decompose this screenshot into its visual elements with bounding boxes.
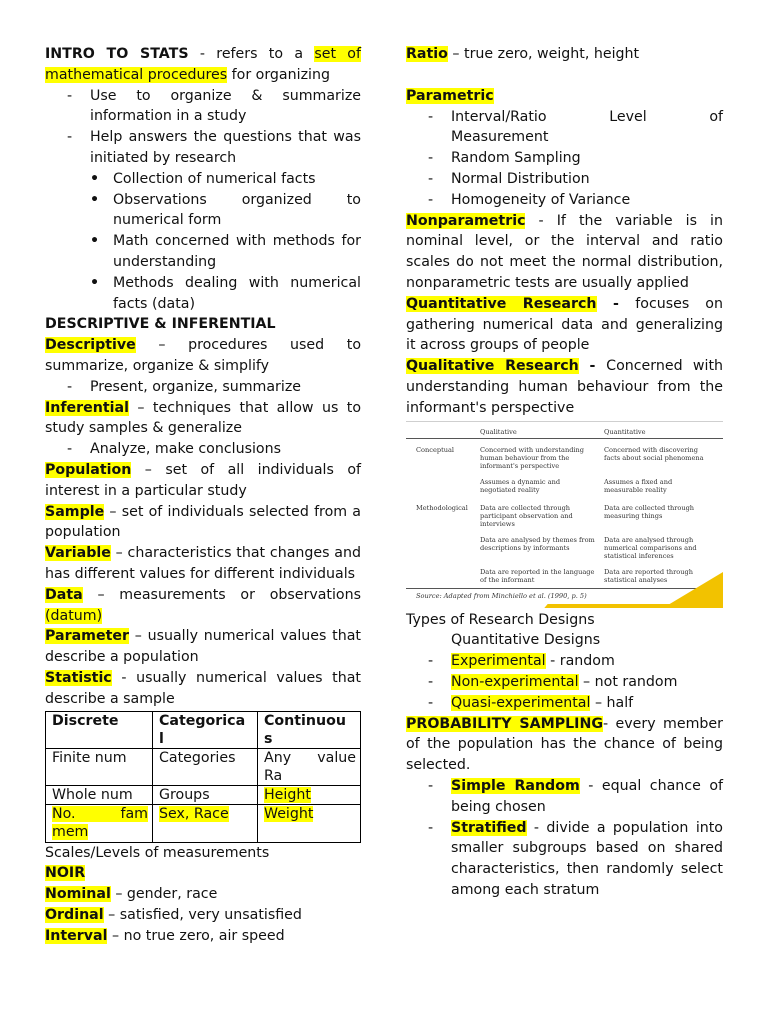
definition-nominal: Nominal – gender, race <box>45 886 218 903</box>
definition-interval: Interval – no true zero, air speed <box>45 927 285 944</box>
definition-data: Data – measurements or observations (datum) <box>45 586 361 624</box>
left-column <box>45 44 361 946</box>
table-cell: Weight <box>258 804 361 842</box>
list-item: - Simple Random - equal chance of being chosen <box>406 776 723 818</box>
sampling-list <box>406 776 723 901</box>
list-item: - Interval/Ratio Level of Measurement <box>406 107 723 149</box>
figure-decoration <box>663 572 723 608</box>
noir-heading: NOIR <box>45 865 86 882</box>
list-item: - Analyze, make conclusions <box>45 439 361 460</box>
figure-col-header: Qualitative <box>480 427 517 436</box>
table-cell: Categories <box>153 748 258 785</box>
definition-sample: Sample – set of individuals selected from a population <box>45 503 361 541</box>
designs-list <box>406 651 723 713</box>
definition-descriptive: Descriptive – procedures used to summarize, organize & simplify <box>45 337 361 374</box>
intro-bullets <box>45 169 361 315</box>
table-cell: No. fam mem <box>46 804 153 842</box>
table-row <box>46 785 361 804</box>
list-item: - Use to organize & summarize information in a study <box>45 86 361 128</box>
figure-cell: Data are collected through participant observation and interviews <box>480 503 573 528</box>
definition-statistic: Statistic - usually numerical values that describe a sample <box>45 669 361 707</box>
figure-source: Source: Adapted from Minchiello et al. (1990, p. 5) <box>416 591 587 600</box>
table-header: Continuou s <box>258 711 361 748</box>
list-item: - Present, organize, summarize <box>45 377 361 398</box>
figure-cell: Data are analysed through numerical comparisons and statistical inferences <box>604 535 697 560</box>
table-header: Categorica l <box>153 711 258 748</box>
figure-decoration <box>544 604 677 608</box>
definition-variable: Variable – characteristics that changes and has different values for different individuals <box>45 545 361 582</box>
parametric-list <box>406 107 723 211</box>
figure-col-header: Quantitative <box>604 427 646 436</box>
definition-probability-sampling: PROBABILITY SAMPLING- every member of the population has the chance of being selected. <box>406 715 723 774</box>
definition-parameter: Parameter – usually numerical values that describe a population <box>45 628 361 666</box>
list-item: • Observations organized to numerical form <box>45 190 361 232</box>
parametric-heading: Parametric <box>406 87 494 104</box>
section-heading: DESCRIPTIVE & INFERENTIAL <box>45 316 276 333</box>
figure-rule <box>406 438 723 439</box>
quant-designs-heading: Quantitative Designs <box>451 632 601 649</box>
figure-cell: Data are collected through measuring things <box>604 503 695 520</box>
table-cell: Any value Ra <box>258 748 361 785</box>
list-item: - Quasi-experimental – half <box>406 693 723 714</box>
figure-cell: Concerned with discovering facts about social phenomena <box>604 445 704 462</box>
list-item: - Random Sampling <box>406 148 723 169</box>
table-cell: Groups <box>153 785 258 804</box>
figure-cell: Assumes a dynamic and negotiated reality <box>480 477 561 494</box>
definition-quantitative: Quantitative Research - focuses on gathering numerical data and generalizing it across groups of people <box>406 295 723 354</box>
intro-title: INTRO TO STATS <box>45 46 189 62</box>
table-header-row <box>46 711 361 748</box>
variable-types-table <box>45 711 361 843</box>
table-cell: Height <box>258 785 361 804</box>
list-item: • Math concerned with methods for understanding <box>45 231 361 273</box>
intro-list <box>45 86 361 169</box>
types-heading: Types of Research Designs <box>406 611 595 628</box>
definition-nonparametric: Nonparametric - If the variable is in nominal level, or the interval and ratio scales do not meet the normal distribution, nonparametric tests are usually applied <box>406 212 723 291</box>
intro-paragraph: INTRO TO STATS - refers to a set of mathematical procedures for organizing <box>45 46 361 83</box>
list-item: - Non-experimental – not random <box>406 672 723 693</box>
definition-ratio: Ratio – true zero, weight, height <box>406 46 640 62</box>
list-item: - Homogeneity of Variance <box>406 190 723 211</box>
figure-cell: Data are analysed by themes from descriptions by informants <box>480 535 595 552</box>
list-item: - Help answers the questions that was initiated by research <box>45 127 361 169</box>
table-header: Discrete <box>46 711 153 748</box>
figure-row-label: Methodological <box>416 503 468 512</box>
list-item: - Normal Distribution <box>406 169 723 190</box>
table-row <box>46 804 361 842</box>
list-item: - Experimental - random <box>406 651 723 672</box>
table-cell: Whole num <box>46 785 153 804</box>
scales-heading: Scales/Levels of measurements <box>45 844 270 861</box>
figure-cell: Assumes a fixed and measurable reality <box>604 477 673 494</box>
definition-inferential: Inferential – techniques that allow us to study samples & generalize <box>45 399 361 437</box>
list-item: • Methods dealing with numerical facts (data) <box>45 273 361 315</box>
definition-qualitative: Qualitative Research - Concerned with understanding human behaviour from the informant's perspective <box>406 358 724 416</box>
definition-population: Population – set of all individuals of interest in a particular study <box>45 461 361 499</box>
figure-row-label: Conceptual <box>416 445 455 454</box>
figure-cell: Data are reported in the language of the informant <box>480 567 595 584</box>
intro-highlight: set of mathematical procedures <box>45 46 361 83</box>
definition-ordinal: Ordinal – satisfied, very unsatisfied <box>45 906 302 923</box>
right-column <box>406 44 723 901</box>
table-cell: Sex, Race <box>153 804 258 842</box>
table-row <box>46 748 361 785</box>
list-item: • Collection of numerical facts <box>45 169 361 190</box>
qual-vs-quant-figure <box>406 421 723 608</box>
table-cell: Finite num <box>46 748 153 785</box>
figure-cell: Data are reported through statistical analyses <box>604 567 693 584</box>
list-item: - Stratified - divide a population into smaller subgroups based on shared characteristics, then randomly select among each stratum <box>406 818 723 901</box>
figure-cell: Concerned with understanding human behaviour from the informant's perspective <box>480 445 584 470</box>
